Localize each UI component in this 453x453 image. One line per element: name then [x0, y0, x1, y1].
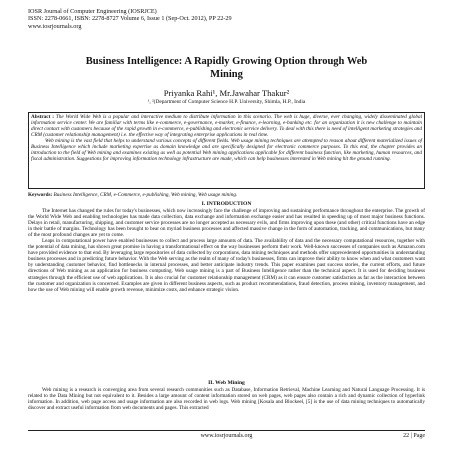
section-heading-web-mining: II. Web Mining — [208, 380, 245, 386]
intro-paragraph-2: Leaps in computational power have enabled businesses to collect and process large amounts of data. The availability of data and the necessary computational resources, together with the potential of data mining, has shown great promise in having a transformational effect on the way businesses perform their work. Well-known successes of companies such as Amazon.com have provided evidence to that end. By leveraging large repositories of data collected by corporations, data mining techniques and methods offer unprecedented opportunities in understanding business processes and in predicting future behavior. With the Web serving as the realm of many of today's businesses, firms can improve their ability to know when and what customers want by understanding customer behavior, find bottlenecks in internal processes, and better anticipate industry trends. This paper examines past success stories, the current efforts, and future directions of Web mining as an application for business computing. Web usage mining is a part of Business Intelligence rather than the technical aspect. It is used for deciding business strategies through the efficient use of web applications. It is also crucial for customer relationship management (CRM) as it can ensure customer satisfaction as far as the interaction between the customer and organization is concerned. Examples are given in different business aspects, such as product recommendations, fraud detection, process mining, inventory management, and how the use of Web mining will enable growth revenue, minimize costs, and enhance strategic vision. — [28, 238, 425, 293]
keywords — [28, 192, 425, 198]
title-line-2: Mining — [210, 68, 243, 80]
title-line-1: Business Intelligence: A Rapidly Growing Option through Web — [85, 56, 368, 67]
footer-rule — [28, 430, 425, 431]
web-mining-paragraph-1: Web mining is a research is converging area from several research communities such as Database, Information Retrieval, Machine Learning and Natural Language Processing. It is related to the Data Mining but not equivalent to it. Besides a large amount of content information stored on web pages, web pages also contain a rich and dynamic collection of hyperlink information. In addition, web page access and usage information are also recorded in web logs. Web mining [Kosala and Blockeel, [5] is the use of data mining techniques to automatically discover and extract useful information from web documents and pages. This extracted — [28, 387, 425, 412]
intro-paragraph-1: The Internet has changed the rules for today's businesses, which now increasingly face the challenge of improving and sustaining performance throughout the enterprise. The growth of the World Wide Web and enabling technologies has made data collection, data exchange and information exchange easier and has resulted in speeding up of most major business functions. Delays in retail, manufacturing, shipping, and customer service processes are no longer accepted as necessary evils, and firms improving upon these (and other) critical functions have an edge in their battle of margins. Technology has been brought to bear on myriad business processes and affected massive change in the form of automation, tracking, and communications, but many of the most profound changes are yet to come. — [28, 208, 425, 239]
paper-authors: Priyanka Rahi¹, Mr.Jawahar Thakur² — [163, 88, 290, 98]
abstract-paragraph-2 — [31, 138, 422, 162]
footer-site-link[interactable]: www.iosrjournals.org — [200, 433, 253, 439]
section-web-mining-body — [28, 387, 425, 411]
abstract-paragraph-1 — [31, 114, 422, 138]
page-number: 22 | Page — [403, 433, 425, 439]
journal-site-link[interactable]: www.iosrjournals.org — [28, 22, 82, 30]
paper-title — [0, 56, 453, 81]
abstract-text-1: The World Wide Web is a popular and interactive medium to distribute information in this scenario. The web is huge, diverse, ever changing, widely disseminated global information service center. We are familiar with terms like e-commerce, e-governance, e-market, e-finance, e-learning, e-banking etc. for an organization it is new challenge to maintain direct contact with customers because of the rapid growth in e-commerce, e-publishing and electronic service delivery. To deal with this there is need of intelligent marketing strategies and CRM (customer relationship management) i.e. the effective way of integrating enterprise applications in real time. — [31, 114, 423, 139]
abstract-label: Abstract : — [31, 114, 54, 120]
keywords-text: Business Intelligence, CRM, e-Commerce, e-publishing, Web mining, Web usage mining. — [53, 192, 238, 198]
author-affiliation: ¹, ²(Department of Computer Science H.P. University, Shimla, H.P., India — [147, 99, 306, 105]
abstract-text-2: Web mining is the vast field that helps to understand various concepts of different fields. Web usage mining techniques are attempted to reason about different materialized issues of Business Intelligence which include marketing expertise as domain knowledge and are specifically designed for electronic commerce purposes. To this end, the chapter provides an introduction to the field of Web mining and examines existing as well as potential Web mining applications applicable for different business function, like marketing, human resources, and fiscal administration. Suggestions for improving information technology infrastructure are made, which can help businesses interested in Web mining hit the ground running. — [31, 138, 422, 163]
journal-issn: ISSN: 2278-0661, ISBN: 2278-8727 Volume 6, Issue 1 (Sep-Oct. 2012), PP 22-29 — [28, 15, 232, 23]
keywords-label: Keywords: — [28, 192, 53, 198]
abstract-box — [28, 112, 425, 189]
journal-header — [28, 8, 232, 30]
section-introduction-body — [28, 208, 425, 293]
journal-name: IOSR Journal of Computer Engineering (IOSRJCE) — [28, 8, 157, 15]
section-heading-introduction: I. INTRODUCTION — [201, 201, 252, 207]
